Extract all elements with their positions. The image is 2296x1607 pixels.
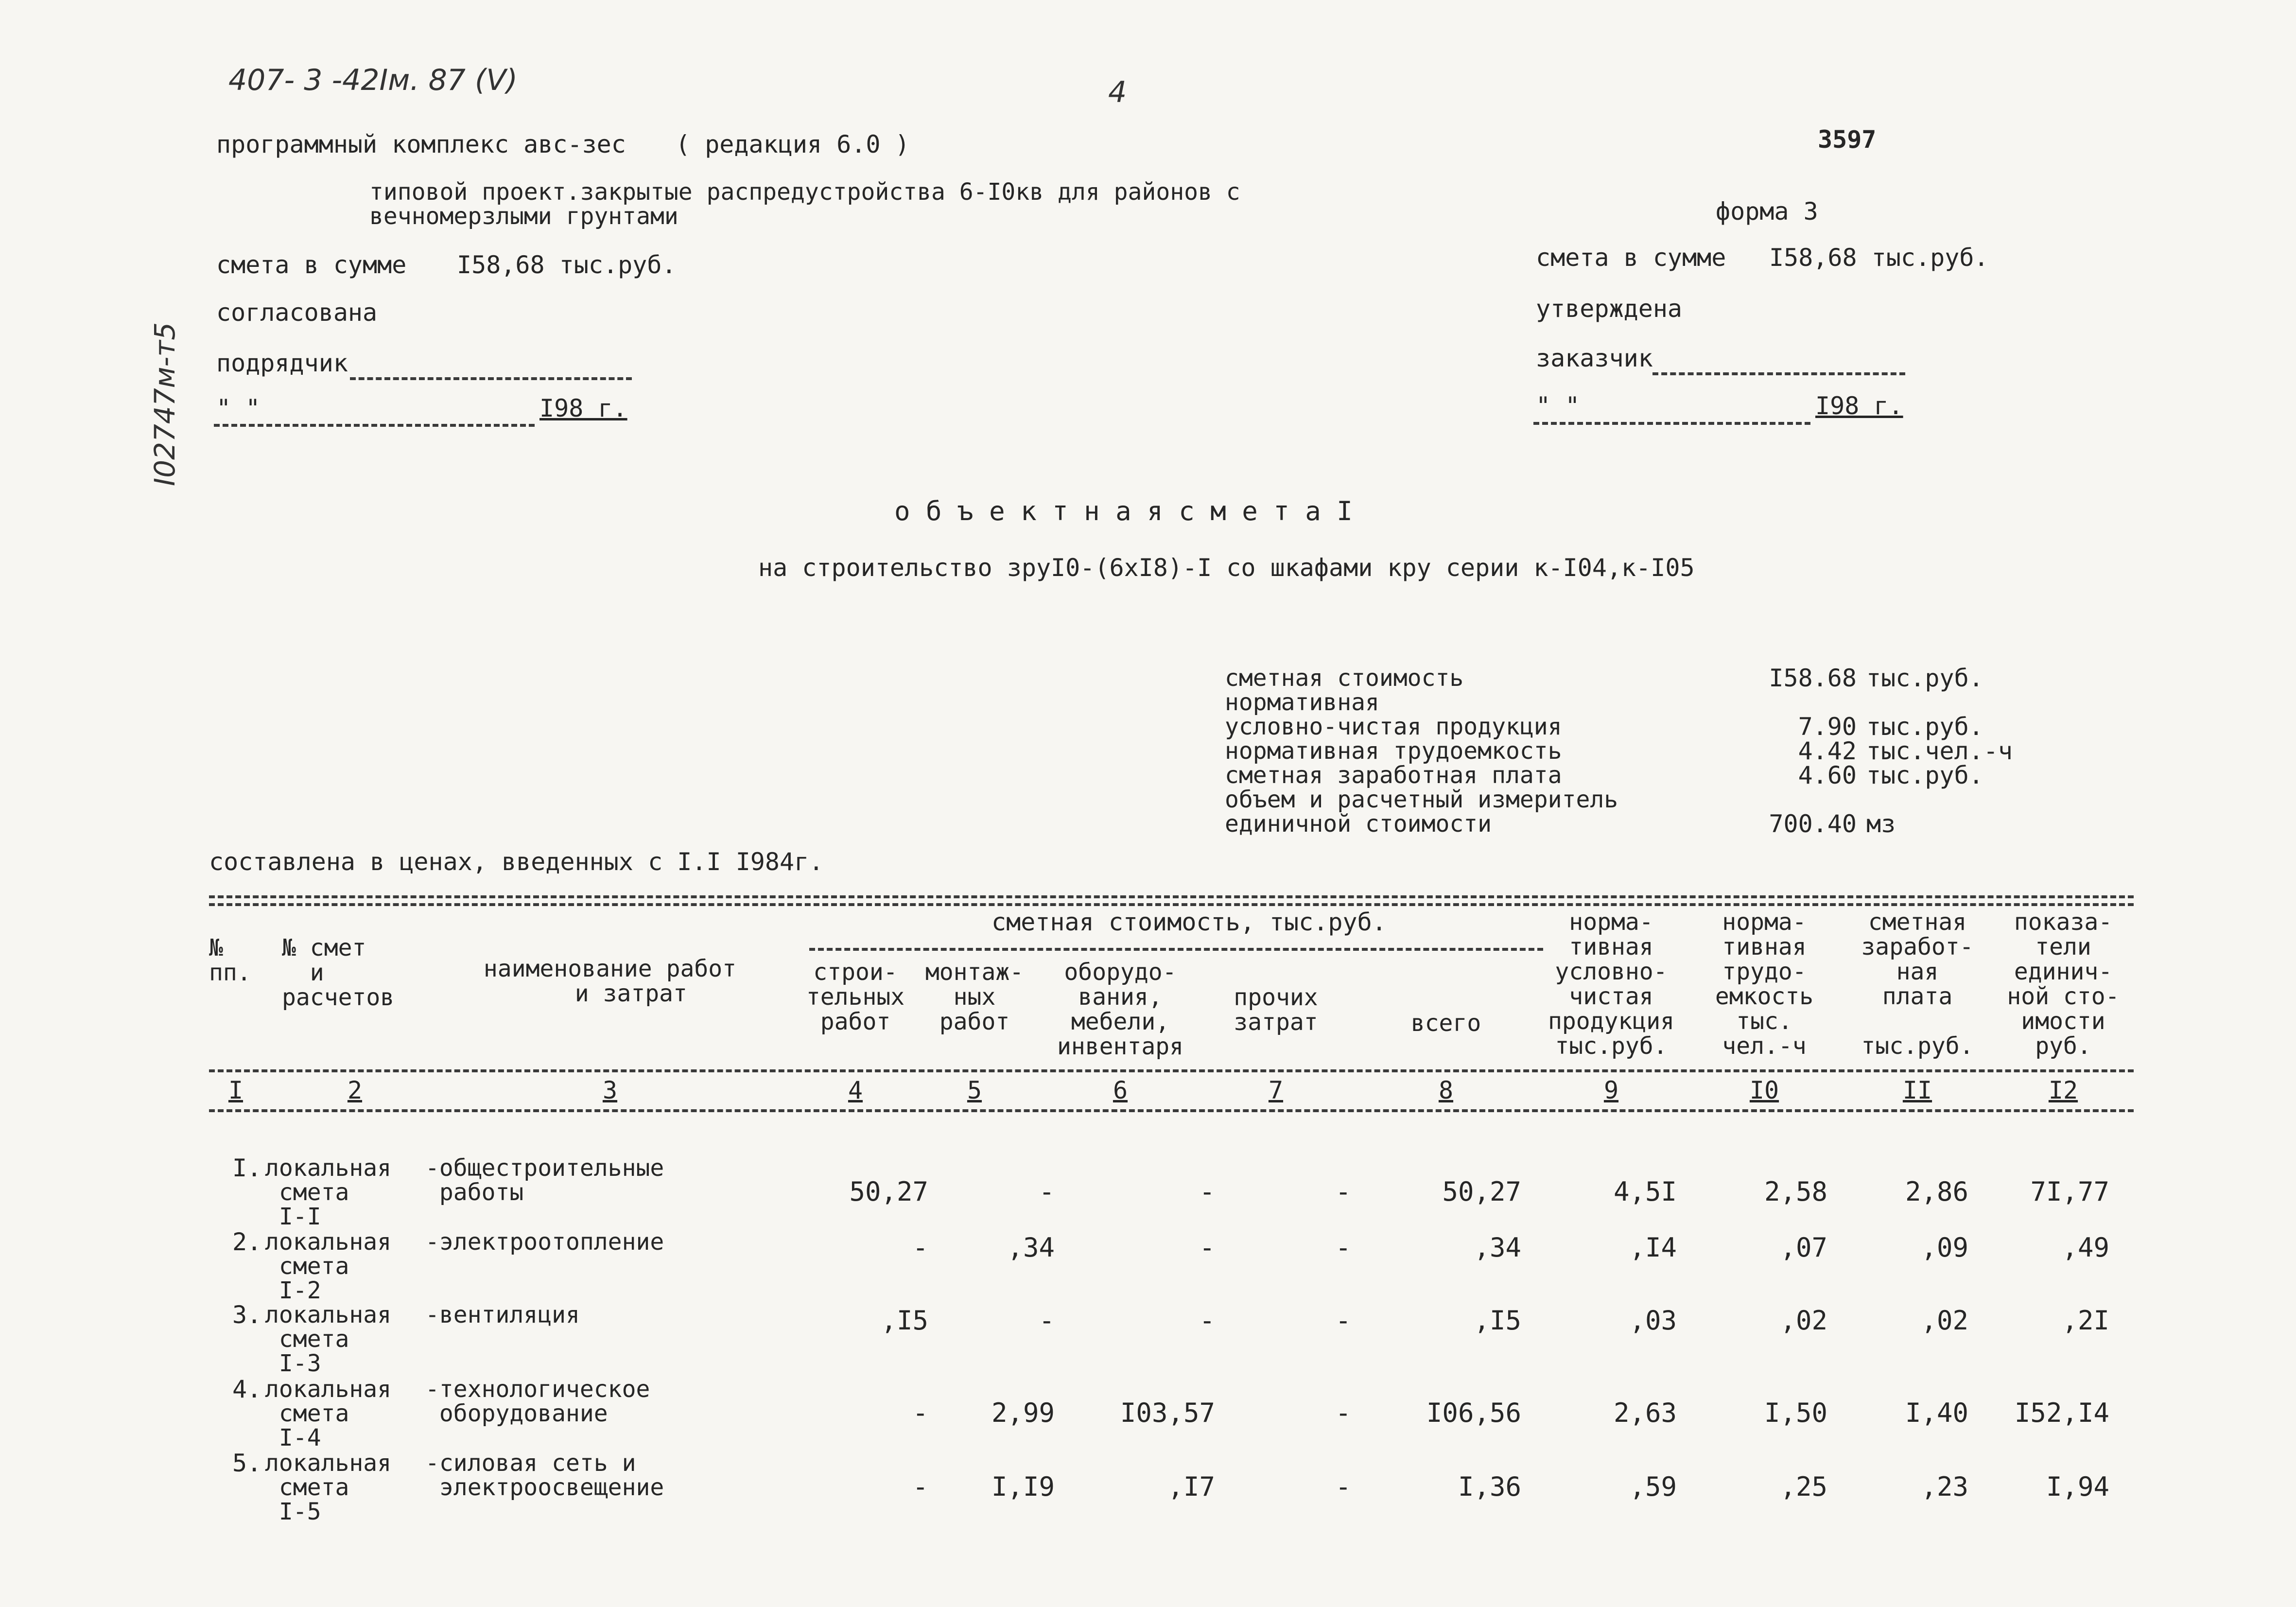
summary-indicators [1225, 666, 2051, 841]
cell-col-6: - [1199, 1232, 1215, 1263]
summary-label: сметная стоимость нормативная [1225, 664, 1464, 716]
column-numbers-rule [209, 1109, 2134, 1112]
row-number: I. [232, 1154, 262, 1182]
approved-label: утверждена [1536, 295, 1683, 323]
cell-col-7: - [1335, 1176, 1351, 1207]
row-estimate-ref: локальная смета I-4 [265, 1376, 392, 1451]
form-number: форма 3 [1716, 197, 1818, 226]
summary-unit: тыс.руб. [1866, 664, 1983, 692]
row-work-name: -силовая сеть и электроосвещение [425, 1450, 664, 1501]
row-estimate-ref: локальная смета I-I [265, 1154, 392, 1230]
row-work-name: -общестроительные работы [425, 1154, 664, 1206]
right-year: I98 г. [1815, 392, 1903, 420]
summary-value: 700.40 [1769, 810, 1857, 838]
cell-col-8: ,34 [1474, 1232, 1521, 1263]
column-header-8: всего [1410, 1010, 1481, 1037]
customer-signature-line [1652, 372, 1905, 375]
summary-label: условно-чистая продукция [1225, 713, 1562, 740]
document-code: 407- 3 -42Iм. 87 (V) [228, 63, 518, 97]
left-year: I98 г. [539, 394, 627, 422]
cell-col-4: - [912, 1397, 928, 1428]
cell-col-11: 2,86 [1905, 1176, 1968, 1207]
program-name: программный комплекс авс-зес [216, 130, 626, 158]
cell-col-5: - [1039, 1176, 1055, 1207]
cell-col-5: I,I9 [991, 1471, 1055, 1502]
cell-col-12: ,49 [2062, 1232, 2109, 1263]
cell-col-10: I,50 [1764, 1397, 1827, 1428]
column-number-1: I [228, 1076, 244, 1104]
column-number-4: 4 [848, 1076, 863, 1104]
summary-value: 4.42 [1798, 737, 1857, 765]
cell-col-12: ,2I [2062, 1305, 2109, 1336]
cell-col-6: ,I7 [1167, 1471, 1215, 1502]
cell-col-4: 50,27 [849, 1176, 928, 1207]
row-estimate-ref: локальная смета I-2 [265, 1228, 392, 1304]
left-date-line [214, 424, 535, 427]
cell-col-5: 2,99 [991, 1397, 1055, 1428]
row-number: 5. [232, 1449, 262, 1477]
prices-note: составлена в ценах, введенных с I.I I984г. [209, 848, 824, 876]
cell-col-4: - [912, 1232, 928, 1263]
row-number: 2. [232, 1228, 262, 1256]
summary-value: 7.90 [1798, 713, 1857, 741]
stamp-number: 3597 [1818, 125, 1877, 154]
table-top-rule-2 [209, 903, 2134, 906]
column-number-6: 6 [1113, 1076, 1128, 1104]
cell-col-5: - [1039, 1305, 1055, 1336]
table-top-rule [209, 895, 2134, 898]
cell-col-6: - [1199, 1176, 1215, 1207]
cell-col-7: - [1335, 1397, 1351, 1428]
cell-col-11: I,40 [1905, 1397, 1968, 1428]
cell-col-9: ,59 [1629, 1471, 1677, 1502]
column-number-7: 7 [1268, 1076, 1284, 1104]
column-header-3: наименование работ и затрат [483, 955, 737, 1007]
column-number-3: 3 [602, 1076, 618, 1104]
row-work-name: -электроотопление [425, 1228, 664, 1256]
left-sum-value: I58,68 тыс.руб. [457, 251, 677, 279]
program-edition: ( редакция 6.0 ) [676, 130, 910, 158]
column-header-1: № пп. [209, 934, 251, 986]
column-header-10: норма- тивная трудо- емкость тыс. чел.-ч [1715, 908, 1814, 1060]
row-estimate-ref: локальная смета I-5 [265, 1450, 392, 1525]
summary-unit: тыс.руб. [1866, 713, 1983, 741]
right-sum-value: I58,68 тыс.руб. [1769, 244, 1989, 272]
column-header-12: показа- тели единич- ной сто- имости руб. [2007, 908, 2120, 1060]
row-work-name: -вентиляция [425, 1301, 580, 1328]
cell-col-11: ,09 [1921, 1232, 1968, 1263]
cell-col-9: 2,63 [1613, 1397, 1677, 1428]
cell-col-6: I03,57 [1120, 1397, 1215, 1428]
cell-col-7: - [1335, 1232, 1351, 1263]
column-number-8: 8 [1438, 1076, 1454, 1104]
cell-col-10: ,07 [1780, 1232, 1827, 1263]
cell-col-7: - [1335, 1471, 1351, 1502]
group-header: сметная стоимость, тыс.руб. [991, 908, 1387, 936]
header-bottom-rule [209, 1069, 2134, 1072]
column-number-10: I0 [1749, 1076, 1779, 1104]
right-sum-label: смета в сумме [1536, 244, 1726, 272]
column-number-11: II [1902, 1076, 1932, 1104]
document-subheading: на строительство зруI0-(6хI8)-I со шкафами кру серии к-I04,к-I05 [758, 554, 1695, 582]
column-header-4: строи- тельных работ [806, 959, 905, 1035]
cell-col-5: ,34 [1007, 1232, 1055, 1263]
cell-col-8: I,36 [1458, 1471, 1521, 1502]
column-header-5: монтаж- ных работ [925, 959, 1024, 1035]
cell-col-9: 4,5I [1613, 1176, 1677, 1207]
column-header-9: норма- тивная условно- чистая продукция тыс.руб. [1548, 908, 1675, 1060]
column-number-9: 9 [1603, 1076, 1619, 1104]
summary-value: I58.68 [1769, 664, 1857, 692]
column-number-2: 2 [347, 1076, 363, 1104]
side-note: I02747м-т5 [148, 322, 181, 486]
customer-label: заказчик [1536, 344, 1653, 372]
cell-col-8: ,I5 [1474, 1305, 1521, 1336]
cell-col-12: I52,I4 [2014, 1397, 2109, 1428]
cell-col-8: I06,56 [1426, 1397, 1521, 1428]
right-date-line [1533, 422, 1810, 425]
summary-unit: тыс.чел.-ч [1866, 737, 2013, 765]
row-number: 3. [232, 1301, 262, 1329]
row-estimate-ref: локальная смета I-3 [265, 1301, 392, 1377]
cell-col-4: ,I5 [881, 1305, 928, 1336]
column-header-7: прочих затрат [1234, 984, 1318, 1036]
column-number-12: I2 [2048, 1076, 2078, 1104]
group-header-rule [809, 948, 1543, 951]
column-header-6: оборудо- вания, мебели, инвентаря [1057, 959, 1184, 1060]
left-date-quotes: " " [216, 394, 261, 422]
cell-col-12: I,94 [2046, 1471, 2109, 1502]
right-date-quotes: " " [1536, 392, 1580, 420]
column-header-2: № смет и расчетов [282, 934, 395, 1011]
summary-label: объем и расчетный измеритель единичной стоимости [1225, 786, 1618, 838]
cell-col-9: ,I4 [1629, 1232, 1677, 1263]
agreed-label: согласована [216, 298, 378, 327]
column-header-11: сметная заработ- ная плата тыс.руб. [1861, 908, 1974, 1060]
contractor-label: подрядчик [216, 349, 348, 377]
summary-unit: тыс.руб. [1866, 761, 1983, 789]
summary-unit: мз [1866, 810, 1896, 838]
row-number: 4. [232, 1375, 262, 1403]
summary-label: нормативная трудоемкость [1225, 737, 1562, 765]
cell-col-10: 2,58 [1764, 1176, 1827, 1207]
project-title: типовой проект.закрытые распредустройства 6-I0кв для районов с вечномерзлыми грунтами [369, 178, 1240, 230]
cell-col-6: - [1199, 1305, 1215, 1336]
contractor-signature-line [350, 377, 632, 380]
cell-col-8: 50,27 [1442, 1176, 1521, 1207]
cell-col-7: - [1335, 1305, 1351, 1336]
cell-col-11: ,23 [1921, 1471, 1968, 1502]
cell-col-11: ,02 [1921, 1305, 1968, 1336]
cell-col-12: 7I,77 [2030, 1176, 2109, 1207]
summary-label: сметная заработная плата [1225, 762, 1562, 789]
column-number-5: 5 [967, 1076, 982, 1104]
cell-col-9: ,03 [1629, 1305, 1677, 1336]
document-heading: о б ъ е к т н а я с м е т а I [894, 496, 1353, 526]
cell-col-10: ,02 [1780, 1305, 1827, 1336]
summary-value: 4.60 [1798, 761, 1857, 789]
cell-col-4: - [912, 1471, 928, 1502]
row-work-name: -технологическое оборудование [425, 1376, 650, 1427]
left-sum-label: смета в сумме [216, 251, 407, 279]
page-number: 4 [1108, 75, 1127, 109]
cell-col-10: ,25 [1780, 1471, 1827, 1502]
